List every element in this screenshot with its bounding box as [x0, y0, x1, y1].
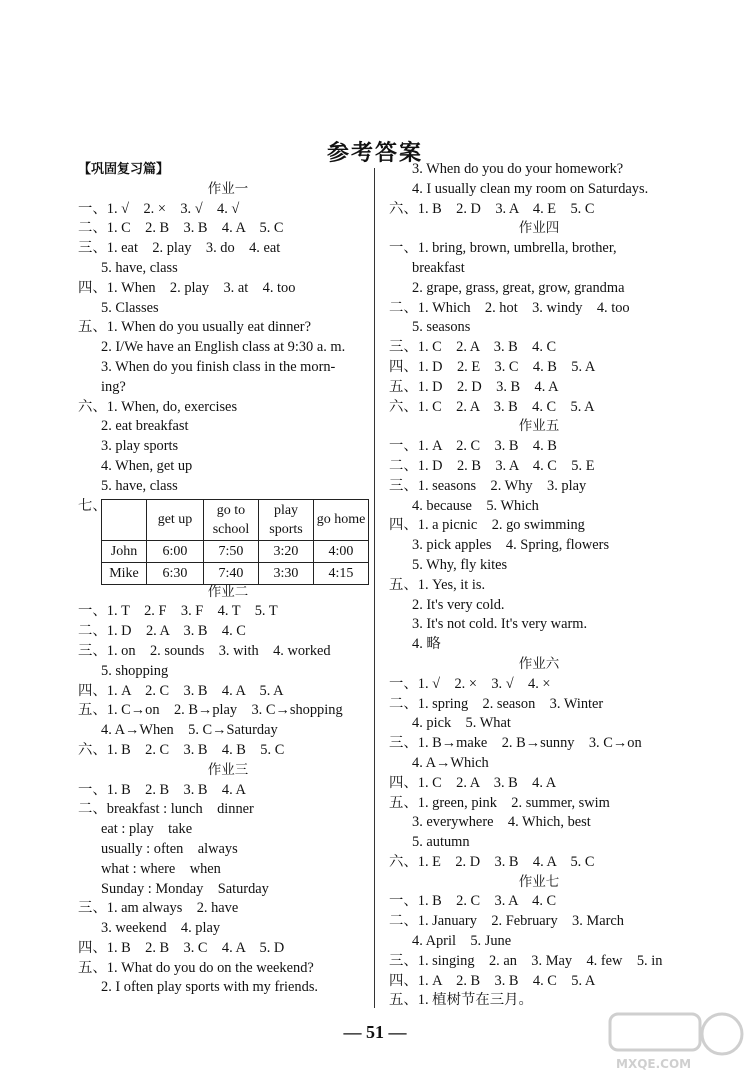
- answer-line: 3. It's not cold. It's very warm.: [412, 616, 588, 633]
- table-row: [102, 540, 369, 562]
- answer-line: 二、1. D 2. B 3. A 4. C 5. E: [389, 457, 595, 474]
- answer-line: eat : play take: [101, 821, 193, 838]
- answer-line: 四、1. a picnic 2. go swimming: [389, 517, 585, 534]
- question-number: 七、: [78, 497, 107, 514]
- answer-line: 三、1. eat 2. play 3. do 4. eat: [78, 240, 281, 257]
- answer-line: 四、1. A 2. B 3. B 4. C 5. A: [389, 972, 596, 989]
- answer-line: usually : often always: [101, 840, 238, 857]
- answer-line: 五、1. C→on 2. B→play 3. C→shopping: [78, 702, 343, 719]
- answer-line: 一、1. T 2. F 3. F 4. T 5. T: [78, 603, 278, 620]
- answer-line: 5. Why, fly kites: [412, 556, 508, 573]
- answer-line: 四、1. B 2. B 3. C 4. A 5. D: [78, 939, 285, 956]
- answer-line: 2. grape, grass, great, grow, grandma: [412, 279, 625, 296]
- answer-line: 二、1. D 2. A 3. B 4. C: [78, 623, 246, 640]
- table-cell: 4:15: [314, 562, 369, 584]
- right-answer-column: [389, 160, 689, 1011]
- answer-line: 4. 略: [412, 636, 441, 653]
- answer-line: 三、1. on 2. sounds 3. with 4. worked: [78, 642, 331, 659]
- svg-text:MXQE.COM: MXQE.COM: [616, 1057, 692, 1071]
- answer-line: 五、1. Yes, it is.: [389, 576, 486, 593]
- answer-line: Sunday : Monday Saturday: [101, 880, 269, 897]
- table-cell: 3:30: [259, 562, 314, 584]
- answer-line: 四、1. A 2. C 3. B 4. A 5. A: [78, 682, 284, 699]
- answer-line: 3. When do you do your homework?: [412, 161, 624, 177]
- answer-line: 4. because 5. Which: [412, 497, 539, 514]
- column-divider: [374, 168, 375, 1008]
- homework-heading: 作业四: [518, 220, 560, 237]
- homework-heading: 作业一: [207, 180, 249, 197]
- answer-line: 一、1. √ 2. × 3. √ 4. √: [78, 200, 240, 217]
- answer-line: 4. A→When 5. C→Saturday: [101, 722, 278, 739]
- homework-heading: 作业五: [518, 418, 560, 435]
- schedule-table: [101, 499, 369, 585]
- answer-line: 5. have, class: [101, 259, 178, 276]
- answer-line: 一、1. A 2. C 3. B 4. B: [389, 438, 557, 455]
- answer-line: 六、1. B 2. D 3. A 4. E 5. C: [389, 200, 595, 217]
- answer-line: 五、1. green, pink 2. summer, swim: [389, 794, 610, 811]
- answer-line: 三、1. am always 2. have: [78, 900, 239, 917]
- answer-line: 三、1. B→make 2. B→sunny 3. C→on: [389, 735, 642, 752]
- page-number: — 51 —: [343, 1022, 407, 1042]
- answer-line: 三、1. singing 2. an 3. May 4. few 5. in: [389, 952, 663, 969]
- answer-line: ing?: [101, 378, 126, 395]
- answer-line: 5. have, class: [101, 477, 178, 494]
- answer-line: 5. seasons: [412, 319, 471, 336]
- table-cell: John: [102, 540, 147, 562]
- answer-line: 一、1. B 2. C 3. A 4. C: [389, 893, 557, 910]
- answer-line: 3. play sports: [101, 438, 179, 455]
- answer-line: what : where when: [101, 860, 221, 877]
- answer-line: 2. I often play sports with my friends.: [101, 979, 319, 996]
- answer-line: 5. autumn: [412, 834, 470, 851]
- schedule-table-question: [78, 497, 378, 583]
- answer-line: 五、1. 植树节在三月。: [389, 992, 533, 1009]
- table-header-cell: go home: [314, 499, 369, 540]
- answer-line: 四、1. D 2. E 3. C 4. B 5. A: [389, 358, 596, 375]
- answer-line: 3. When do you finish class in the morn-: [101, 358, 336, 375]
- answer-line: 四、1. When 2. play 3. at 4. too: [78, 279, 296, 296]
- table-header-row: [102, 499, 369, 540]
- table-row: [102, 562, 369, 584]
- table-cell: 6:30: [147, 562, 204, 584]
- answer-line: 5. Classes: [101, 299, 159, 316]
- answer-line: 六、1. E 2. D 3. B 4. A 5. C: [389, 853, 595, 870]
- answer-line: 一、1. bring, brown, umbrella, brother,: [389, 240, 617, 257]
- answer-line: 4. When, get up: [101, 457, 193, 474]
- watermark-logo: [604, 1004, 744, 1074]
- answer-line: 六、1. C 2. A 3. B 4. C 5. A: [389, 398, 595, 415]
- answer-line: 5. shopping: [101, 662, 169, 679]
- answer-line: 4. pick 5. What: [412, 715, 511, 732]
- answer-line: 二、1. C 2. B 3. B 4. A 5. C: [78, 220, 284, 237]
- homework-heading: 作业六: [518, 655, 560, 672]
- answer-line: 2. It's very cold.: [412, 596, 505, 613]
- table-cell: 7:40: [204, 562, 259, 584]
- answer-line: 二、1. spring 2. season 3. Winter: [389, 695, 604, 712]
- answer-line: 二、1. Which 2. hot 3. windy 4. too: [389, 299, 630, 316]
- answer-line: 3. weekend 4. play: [101, 920, 221, 937]
- table-header-cell: [102, 499, 147, 540]
- answer-line: 3. everywhere 4. Which, best: [412, 814, 591, 831]
- answer-line: breakfast: [412, 259, 465, 276]
- answer-line: 三、1. seasons 2. Why 3. play: [389, 477, 587, 494]
- answer-line: 3. pick apples 4. Spring, flowers: [412, 537, 610, 554]
- answer-line: 五、1. What do you do on the weekend?: [78, 959, 314, 976]
- answer-line: 六、1. B 2. C 3. B 4. B 5. C: [78, 741, 285, 758]
- table-cell: 4:00: [314, 540, 369, 562]
- answer-line: 二、breakfast : lunch dinner: [78, 801, 254, 818]
- answer-line: 2. I/We have an English class at 9:30 a. m.: [101, 339, 346, 356]
- section-heading: 【巩固复习篇】: [78, 162, 170, 177]
- answer-line: 一、1. B 2. B 3. B 4. A: [78, 781, 246, 798]
- answer-line: 六、1. When, do, exercises: [78, 398, 238, 415]
- left-answer-column: [78, 160, 378, 998]
- answer-line: 4. April 5. June: [412, 933, 512, 950]
- answer-line: 五、1. When do you usually eat dinner?: [78, 319, 311, 336]
- table-header-cell: play sports: [259, 499, 314, 540]
- homework-heading: 作业二: [207, 583, 249, 600]
- answer-line: 一、1. √ 2. × 3. √ 4. ×: [389, 675, 551, 692]
- table-cell: 3:20: [259, 540, 314, 562]
- table-cell: 6:00: [147, 540, 204, 562]
- table-header-cell: get up: [147, 499, 204, 540]
- homework-heading: 作业三: [207, 761, 249, 778]
- answer-line: 4. A→Which: [412, 754, 489, 771]
- table-cell: 7:50: [204, 540, 259, 562]
- answer-line: 四、1. C 2. A 3. B 4. A: [389, 774, 557, 791]
- page-title: 参考答案: [326, 141, 423, 166]
- answer-line: 五、1. D 2. D 3. B 4. A: [389, 378, 559, 395]
- answer-line: 二、1. January 2. February 3. March: [389, 913, 624, 930]
- answer-line: 4. I usually clean my room on Saturdays.: [412, 180, 649, 197]
- answer-line: 2. eat breakfast: [101, 418, 189, 435]
- homework-heading: 作业七: [518, 873, 560, 890]
- answer-line: 三、1. C 2. A 3. B 4. C: [389, 339, 557, 356]
- table-cell: Mike: [102, 562, 147, 584]
- table-header-cell: go to school: [204, 499, 259, 540]
